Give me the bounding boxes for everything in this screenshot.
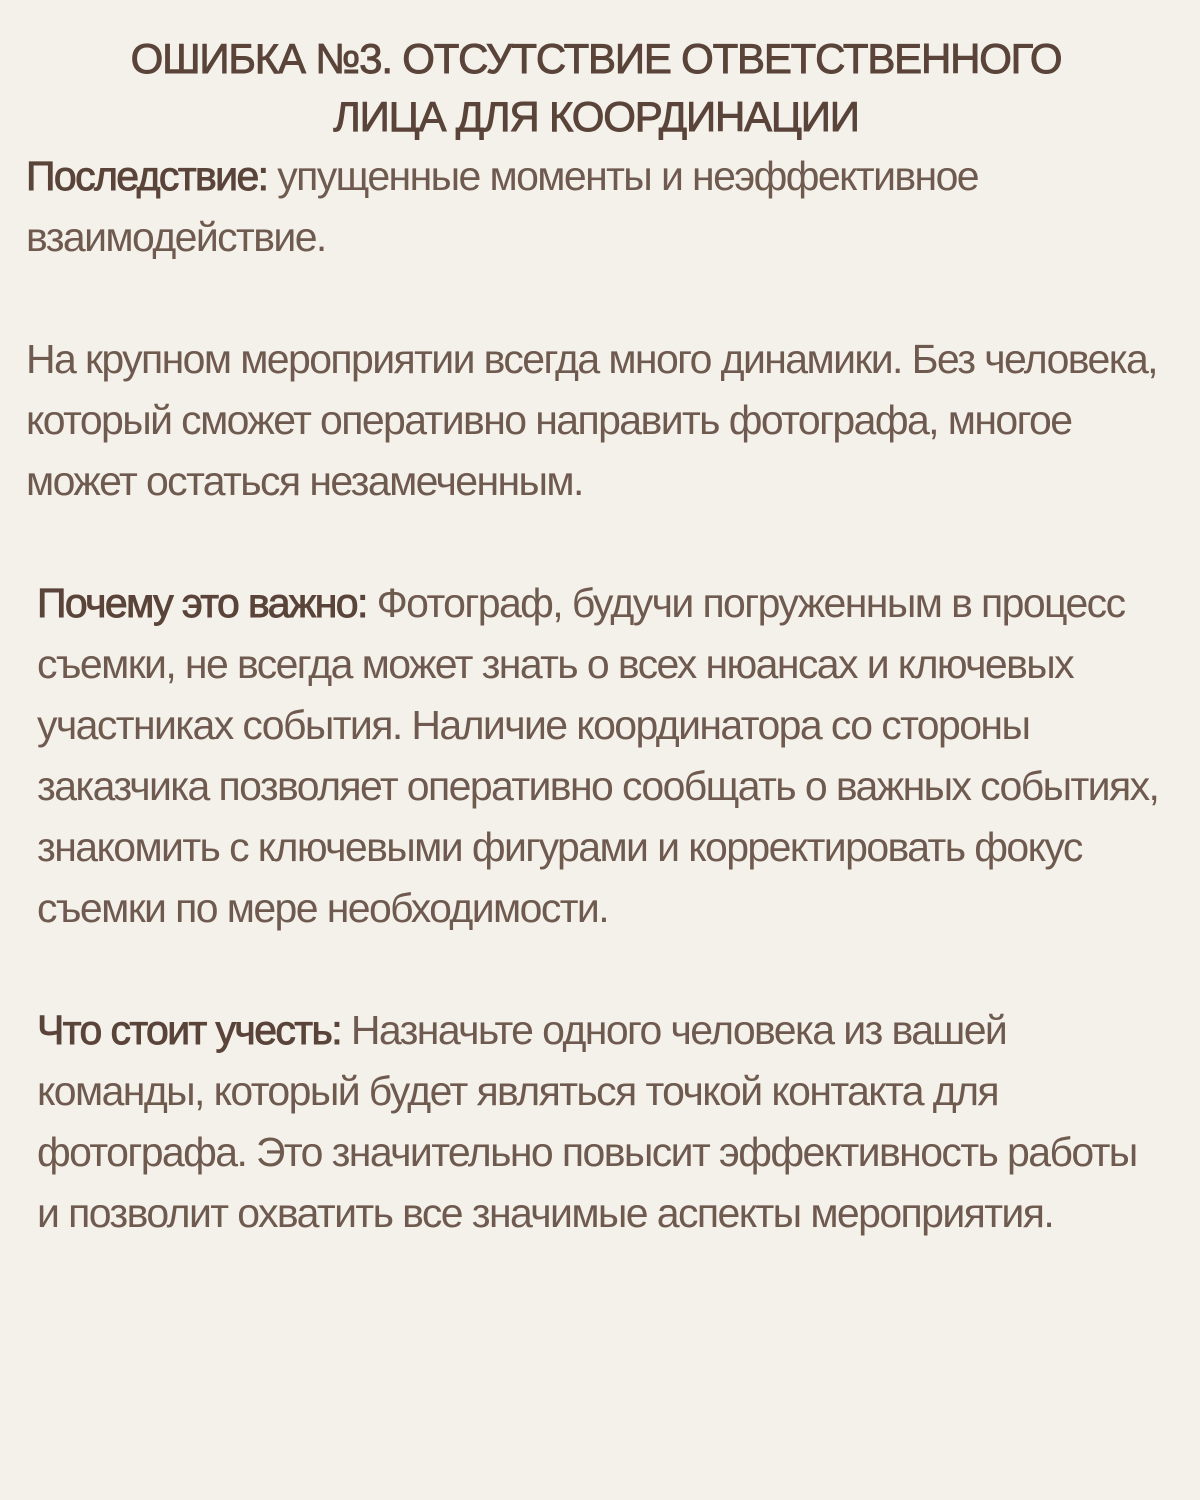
intro-paragraph [26, 329, 1166, 512]
why-important-text: Фотограф, будучи погруженным в процесс съемки, не всегда может знать о всех нюансах и ключевых участниках события. Наличие координатора со стороны заказчика позволяет оперативно сообщать о важных событиях, знакомить с ключевыми фигурами и корректировать фокус съемки по мере необходимости. [37, 580, 1159, 931]
why-important-label: Почему это важно: [37, 580, 367, 626]
spacer [26, 268, 1166, 329]
title-line-1: ОШИБКА №3. ОТСУТСТВИЕ ОТВЕТСТВЕННОГО [130, 35, 1062, 82]
consider-label: Что стоит учесть: [37, 1007, 342, 1053]
consider-text: Назначьте одного человека из вашей команды, который будет являться точкой контакта для фотографа. Это значительно повысит эффективность работы и позволит охватить все значимые аспекты мероприятия. [37, 1007, 1137, 1236]
intro-text: На крупном мероприятии всегда много динамики. Без человека, который сможет оперативно направить фотографа, многое может остаться незамеченным. [26, 336, 1157, 504]
page-title [26, 30, 1166, 146]
title-line-2: ЛИЦА ДЛЯ КООРДИНАЦИИ [333, 93, 859, 140]
why-important-paragraph [26, 573, 1166, 939]
consequence-label: Последствие: [26, 153, 268, 199]
consequence-text: упущенные моменты и неэффективное взаимодействие. [26, 153, 978, 260]
consider-paragraph [26, 1000, 1166, 1244]
consequence-paragraph [26, 146, 1166, 268]
spacer [26, 939, 1166, 1000]
spacer [26, 512, 1166, 573]
